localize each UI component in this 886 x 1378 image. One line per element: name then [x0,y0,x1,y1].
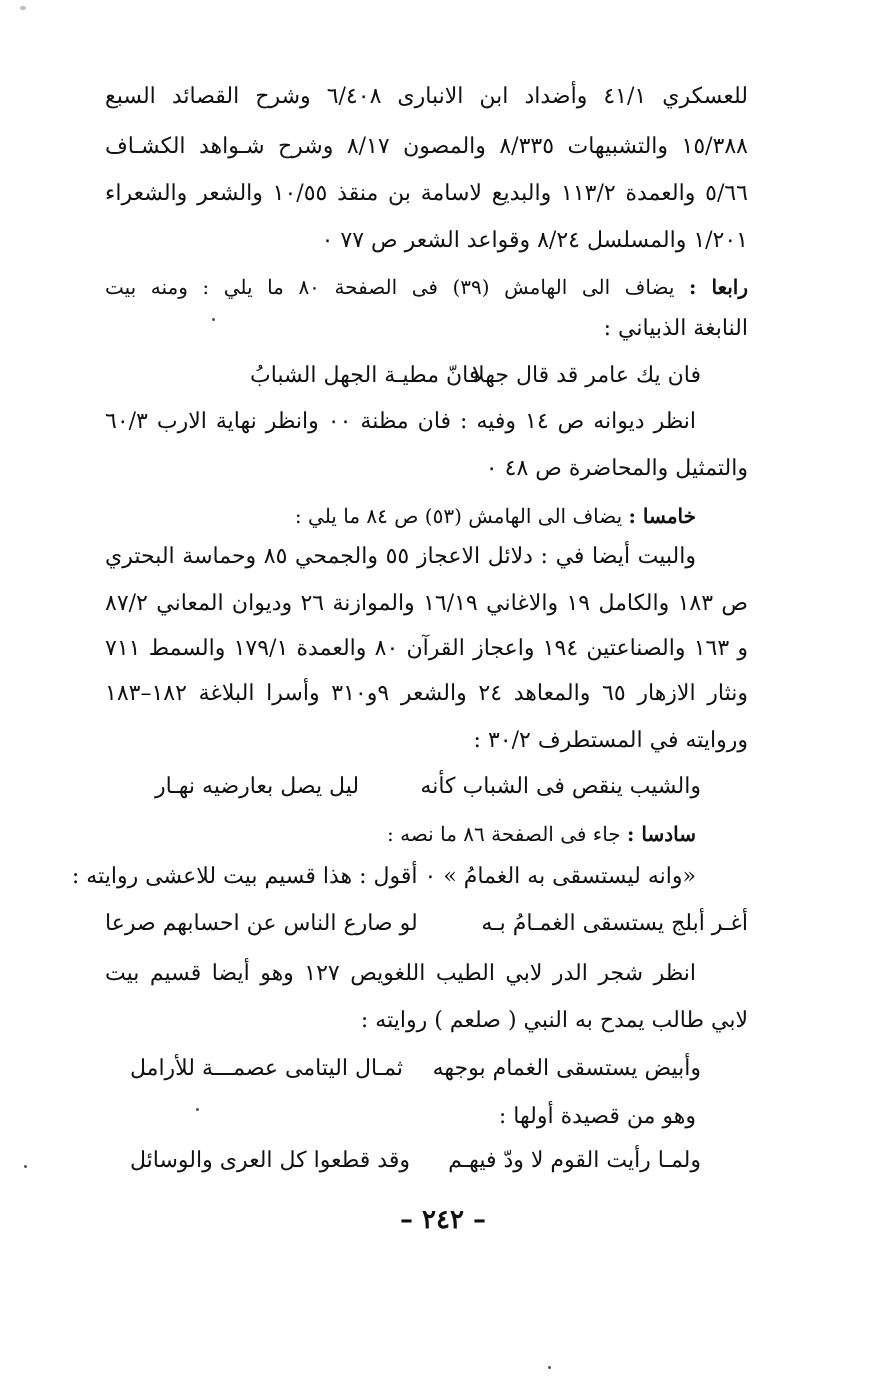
text-line: و ١٦٣ والصناعتين ١٩٤ واعجاز القرآن ٨٠ والعمدة ١٧٩/١ والسمط ٧١١ [105,636,749,661]
text-line: انظر ديوانه ص ١٤ وفيه : فان مظنة ٠٠ وانظر نهاية الارب ٦٠/٣ [105,409,696,434]
text-line: ١/٢٠١ والمسلسل ٨/٢٤ وقواعد الشعر ص ٧٧ ٠ [321,228,748,253]
verse-hemistich-right: والشيب ينقص فى الشباب كأنه [420,774,701,799]
section-5-heading: خامسا : [628,504,696,528]
text-line: «وانه ليستسقى به الغمامُ » ٠ أقول : هذا قسيم بيت للاعشى روايته : [71,864,696,889]
text-span: يضاف الى الهامش (٣٩) فى الصفحة ٨٠ ما يلي : ومنه بيت [105,275,675,299]
verse-hemistich-right: ولمـا رأيت القوم لا ودّ فيهـم [448,1148,701,1173]
scan-speck [196,1108,199,1111]
section-4-first-line [105,268,748,306]
section-4-heading: رابعا : [688,275,749,299]
verse-hemistich-right: وأبيض يستسقى الغمام بوجهه [432,1056,701,1081]
text-line: ونثار الازهار ٦٥ والمعاهد ٢٤ والشعر ٩و٣١٠ وأسرا البلاغة ١٨٢–١٨٣ [105,681,748,706]
section-6-first-line [105,815,696,853]
text-line: ٥/٦٦ والعمدة ١١٣/٢ والبديع لاسامة بن منقذ ١٠/٥٥ والشعر والشعراء [105,181,748,206]
verse-hemistich-right: فان يك عامر قد قال جهلا [472,363,701,388]
verse-hemistich-left: لو صارع الناس عن احسابهم صرعا [105,911,418,936]
text-line: والبيت أيضا في : دلائل الاعجاز ٥٥ والجمحي ٨٥ وحماسة البحتري [105,544,696,569]
text-line: النابغة الذبياني : [603,316,748,341]
text-span: يضاف الى الهامش (٥٣) ص ٨٤ ما يلي : [294,504,623,528]
scan-speck [20,6,26,10]
text-line: للعسكري ٤١/١ وأضداد ابن الانبارى ٦/٤٠٨ وشرح القصائد السبع [105,84,749,109]
text-line: لابي طالب يمدح به النبي ( صلعم ) روايته : [360,1008,748,1033]
scan-speck [212,318,215,321]
text-line: والتمثيل والمحاضرة ص ٤٨ ٠ [485,456,748,481]
section-6-heading: سادسا : [627,822,696,846]
text-line: وهو من قصيدة أولها : [498,1104,696,1129]
scan-speck [548,1366,551,1369]
text-line: ١٥/٣٨٨ والتشبيهات ٨/٣٣٥ والمصون ٨/١٧ وشرح شـواهد الكشـاف [105,134,748,159]
section-5-first-line [105,497,696,535]
text-line: ص ١٨٣ والكامل ١٩ والاغاني ١٦/١٩ والموازنة ٢٦ وديوان المعاني ٨٧/٢ [105,591,749,616]
text-span: جاء فى الصفحة ٨٦ ما نصه : [387,822,621,846]
verse-hemistich-left: ثمـال اليتامى عصمـــة للأرامل [130,1056,403,1081]
verse-hemistich-left: وقد قطعوا كل العرى والوسائل [130,1148,410,1173]
page-number: – ٢٤٢ – [399,1205,487,1235]
verse-hemistich-left: ليل يصل بعارضيه نهـار [155,774,360,799]
verse-hemistich-right: أغـر أبلج يستسقى الغمـامُ بـه [481,911,748,936]
scan-speck [24,1165,27,1168]
text-line: انظر شجر الدر لابي الطيب اللغويص ١٢٧ وهو أيضا قسيم بيت [105,961,696,986]
text-line: وروايته في المستطرف ٣٠/٢ : [473,728,748,753]
verse-hemistich-left: فانّ مطيـة الجهل الشبابُ [250,363,480,388]
